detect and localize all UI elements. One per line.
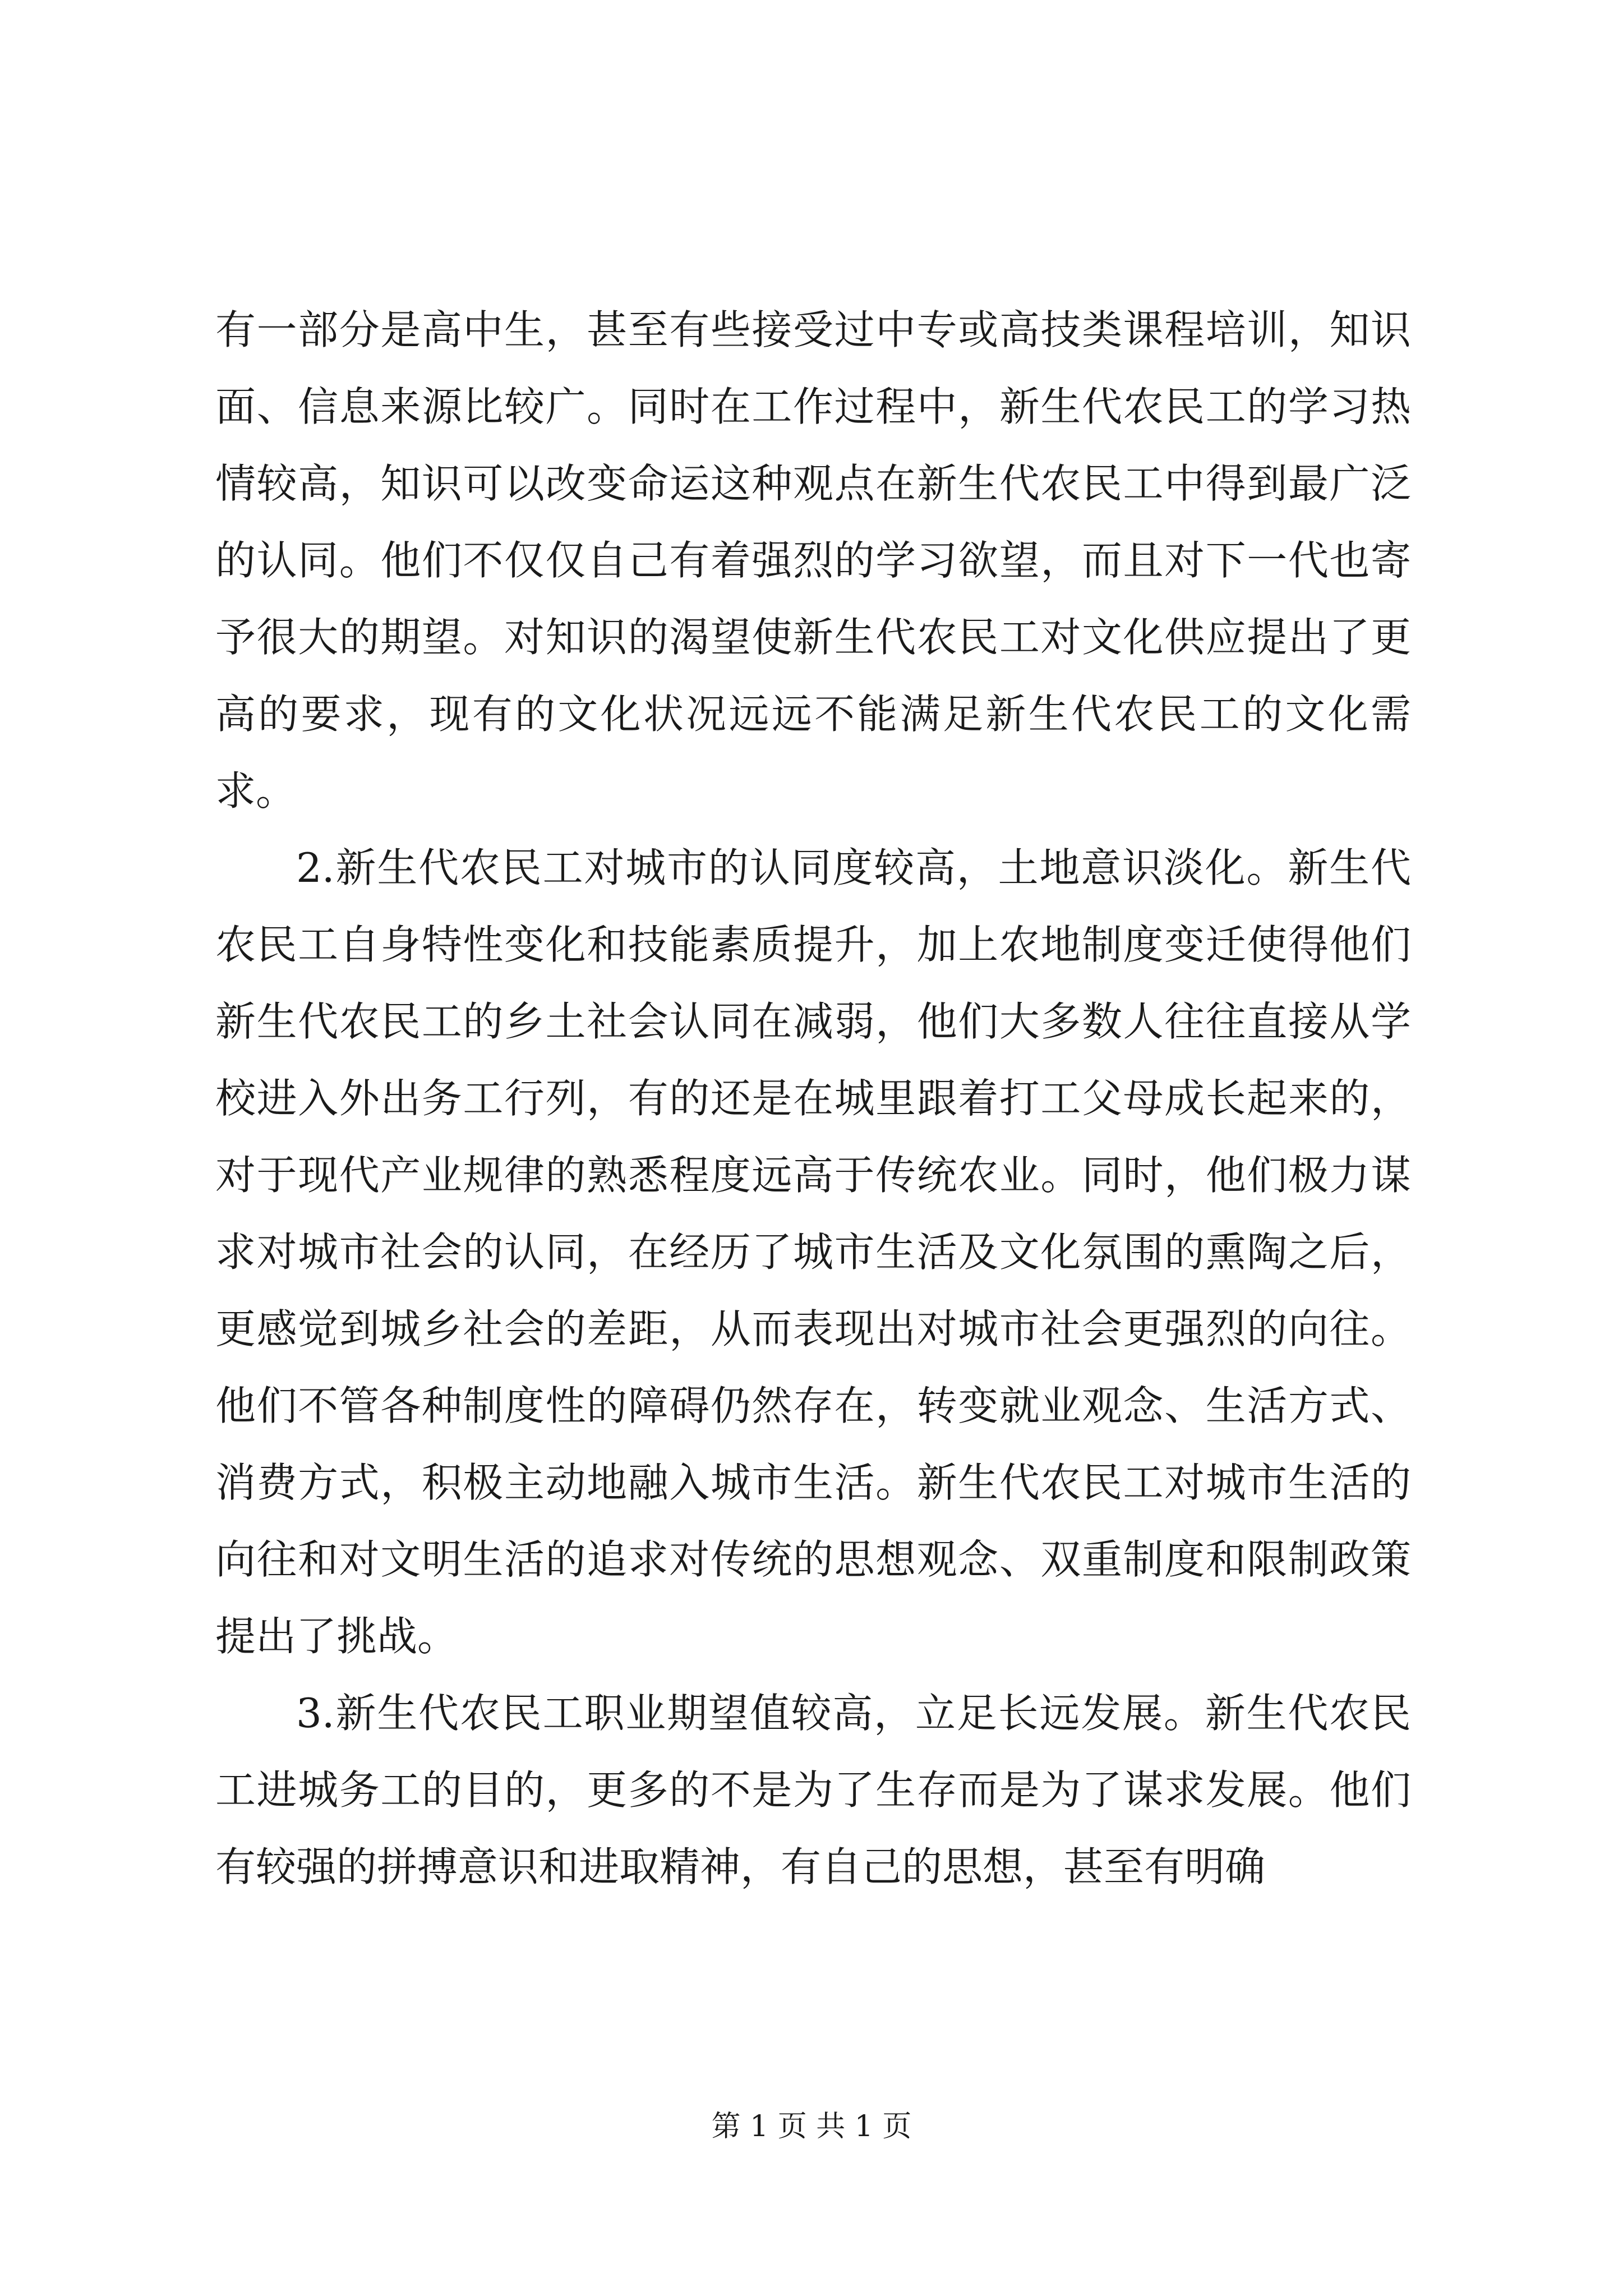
page-footer: 第 1 页 共 1 页 bbox=[711, 2110, 912, 2143]
paragraph-2: 2.新生代农民工对城市的认同度较高，土地意识淡化。新生代农民工自身特性变化和技能素质提升，加上农地制度变迁使得他们新生代农民工的乡土社会认同在减弱，他们大多数人往往直接从学校进入外出务工行列，有的还是在城里跟着打工父母成长起来的，对于现代产业规律的熟悉程度远高于传统农业。同时，他们极力谋求对城市社会的认同，在经历了城市生活及文化氛围的熏陶之后，更感觉到城乡社会的差距，从而表现出对城市社会更强烈的向往。他们不管各种制度性的障碍仍然存在，转变就业观念、生活方式、消费方式，积极主动地融入城市生活。新生代农民工对城市生活的向往和对文明生活的追求对传统的思想观念、双重制度和限制政策提出了挑战。 bbox=[215, 844, 1411, 1660]
paragraph-1: 有一部分是高中生，甚至有些接受过中专或高技类课程培训，知识面、信息来源比较广。同时在工作过程中，新生代农民工的学习热情较高，知识可以改变命运这种观点在新生代农民工中得到最广泛的认同。他们不仅仅自己有着强烈的学习欲望，而且对下一代也寄予很大的期望。对知识的渴望使新生代农民工对文化供应提出了更高的要求，现有的文化状况远远不能满足新生代农民工的文化需求。 bbox=[215, 306, 1411, 815]
paragraph-3: 3.新生代农民工职业期望值较高，立足长远发展。新生代农民工进城务工的目的，更多的不是为了生存而是为了谋求发展。他们有较强的拼搏意识和进取精神，有自己的思想，甚至有明确 bbox=[215, 1690, 1411, 1890]
document-body bbox=[215, 292, 1411, 1906]
